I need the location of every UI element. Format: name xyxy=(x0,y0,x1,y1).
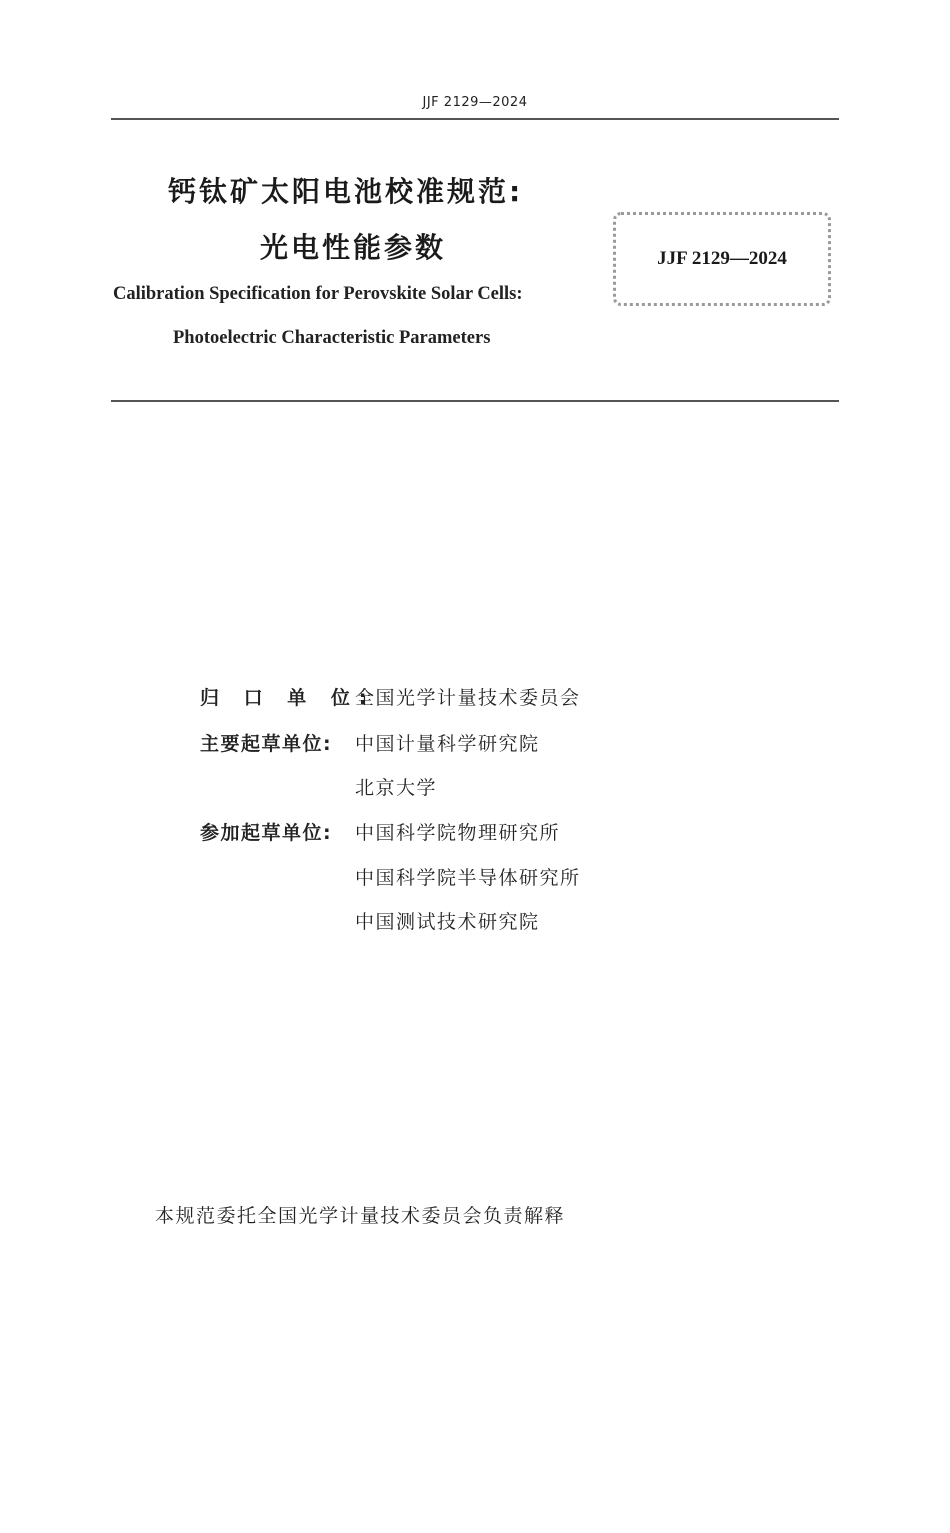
top-divider xyxy=(111,118,839,120)
title-en-line2: Photoelectric Characteristic Parameters xyxy=(173,328,491,348)
standard-code-text: JJF 2129—2024 xyxy=(657,248,787,269)
bottom-divider xyxy=(111,400,839,402)
responsible-unit-label: 归 口 单 位: xyxy=(200,687,376,709)
participating-drafting-unit: 中国科学院半导体研究所 xyxy=(355,867,581,889)
title-cn-line2: 光电性能参数 xyxy=(260,231,447,264)
main-drafting-label: 主要起草单位: xyxy=(200,733,333,755)
interpretation-note: 本规范委托全国光学计量技术委员会负责解释 xyxy=(155,1205,566,1227)
participating-drafting-unit: 中国科学院物理研究所 xyxy=(355,822,561,844)
main-drafting-unit: 北京大学 xyxy=(355,777,438,799)
title-en-line1: Calibration Specification for Perovskite Solar Cells: xyxy=(113,284,523,304)
main-drafting-unit: 中国计量科学研究院 xyxy=(355,733,540,755)
title-cn-line1: 钙钛矿太阳电池校准规范: xyxy=(168,175,524,208)
participating-drafting-label: 参加起草单位: xyxy=(200,822,333,844)
header-code: JJF 2129—2024 xyxy=(422,95,528,110)
responsible-unit: 全国光学计量技术委员会 xyxy=(355,687,581,709)
participating-drafting-unit: 中国测试技术研究院 xyxy=(355,911,540,933)
standard-code-box xyxy=(613,212,831,306)
